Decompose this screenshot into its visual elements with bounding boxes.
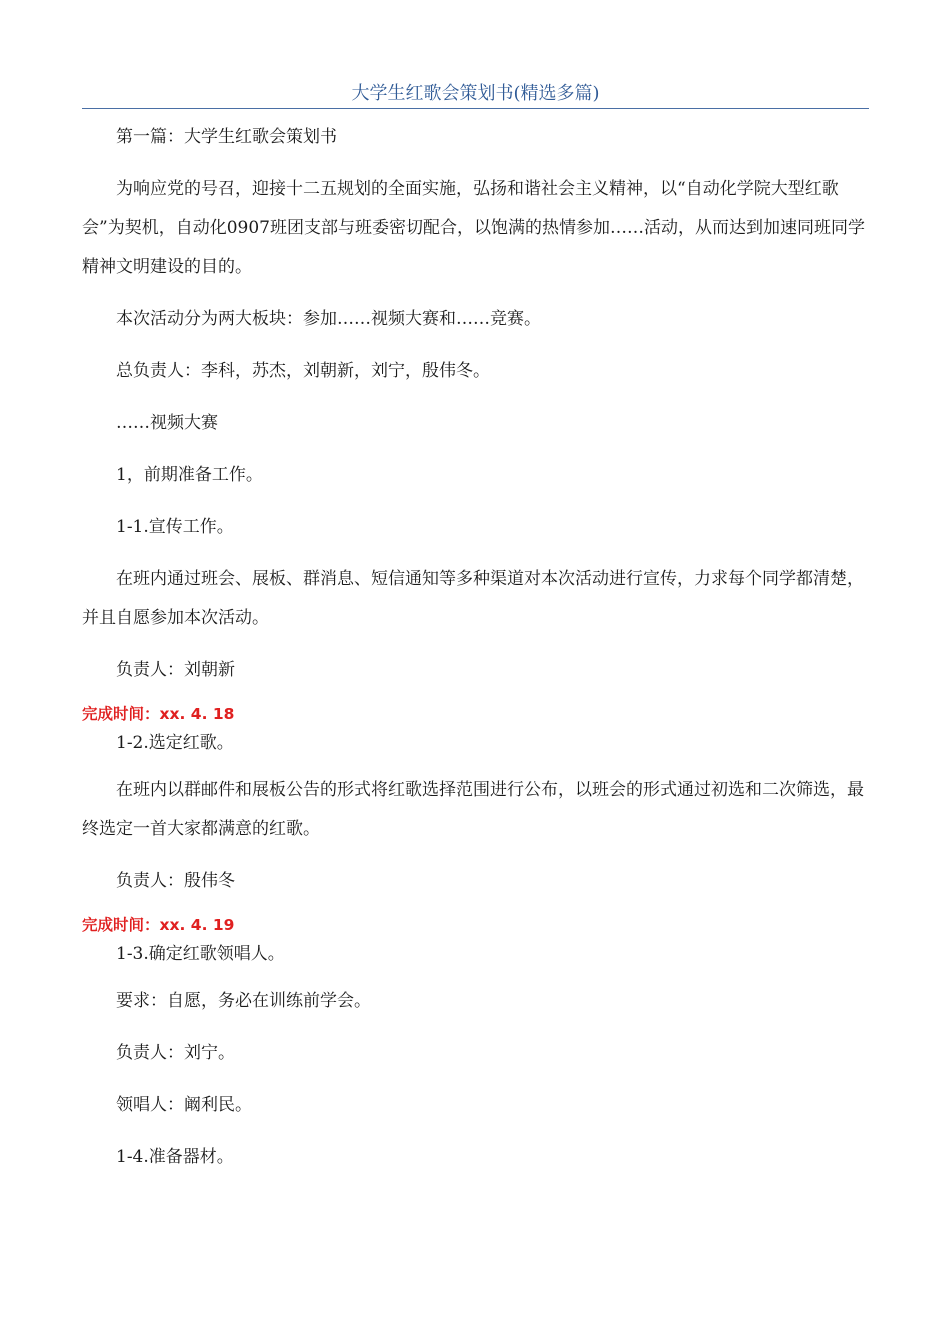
responsible-person-2: 负责人：殷伟冬: [116, 871, 235, 891]
step-1-3-heading: 1-3.确定红歌领唱人。: [116, 944, 285, 964]
step-1-2-heading: 1-2.选定红歌。: [116, 733, 234, 753]
document-body: [82, 118, 869, 1177]
section-heading: 第一篇：大学生红歌会策划书: [116, 127, 337, 147]
page-header: [82, 80, 869, 109]
subsection-video-contest: ……视频大赛: [116, 413, 218, 433]
completion-time-1: 完成时间：xx. 4. 18: [82, 705, 235, 723]
paragraph-leaders: 总负责人：李科，苏杰，刘朝新，刘宁，殷伟冬。: [116, 361, 490, 381]
paragraph-sections: 本次活动分为两大板块：参加……视频大赛和……竞赛。: [116, 309, 541, 329]
paragraph-song-selection: 在班内以群邮件和展板公告的形式将红歌选择范围进行公布，以班会的形式通过初选和二次筛选，最终选定一首大家都满意的红歌。: [82, 780, 864, 839]
step-1-heading: 1，前期准备工作。: [116, 465, 263, 485]
step-1-1-heading: 1-1.宣传工作。: [116, 517, 234, 537]
responsible-person-1: 负责人：刘朝新: [116, 660, 235, 680]
responsible-person-3: 负责人：刘宁。: [116, 1043, 235, 1063]
step-1-4-heading: 1-4.准备器材。: [116, 1147, 234, 1167]
lead-singer: 领唱人：阚利民。: [116, 1095, 252, 1115]
paragraph-intro: 为响应党的号召，迎接十二五规划的全面实施，弘扬和谐社会主义精神，以“自动化学院大型红歌会”为契机，自动化0907班团支部与班委密切配合，以饱满的热情参加……活动，从而达到加速同班同学精神文明建设的目的。: [82, 179, 865, 277]
completion-time-2: 完成时间：xx. 4. 19: [82, 916, 235, 934]
paragraph-requirements: 要求：自愿，务必在训练前学会。: [116, 991, 371, 1011]
page-title: 大学生红歌会策划书(精选多篇): [351, 83, 600, 104]
paragraph-publicity: 在班内通过班会、展板、群消息、短信通知等多种渠道对本次活动进行宣传，力求每个同学都清楚，并且自愿参加本次活动。: [82, 569, 864, 628]
